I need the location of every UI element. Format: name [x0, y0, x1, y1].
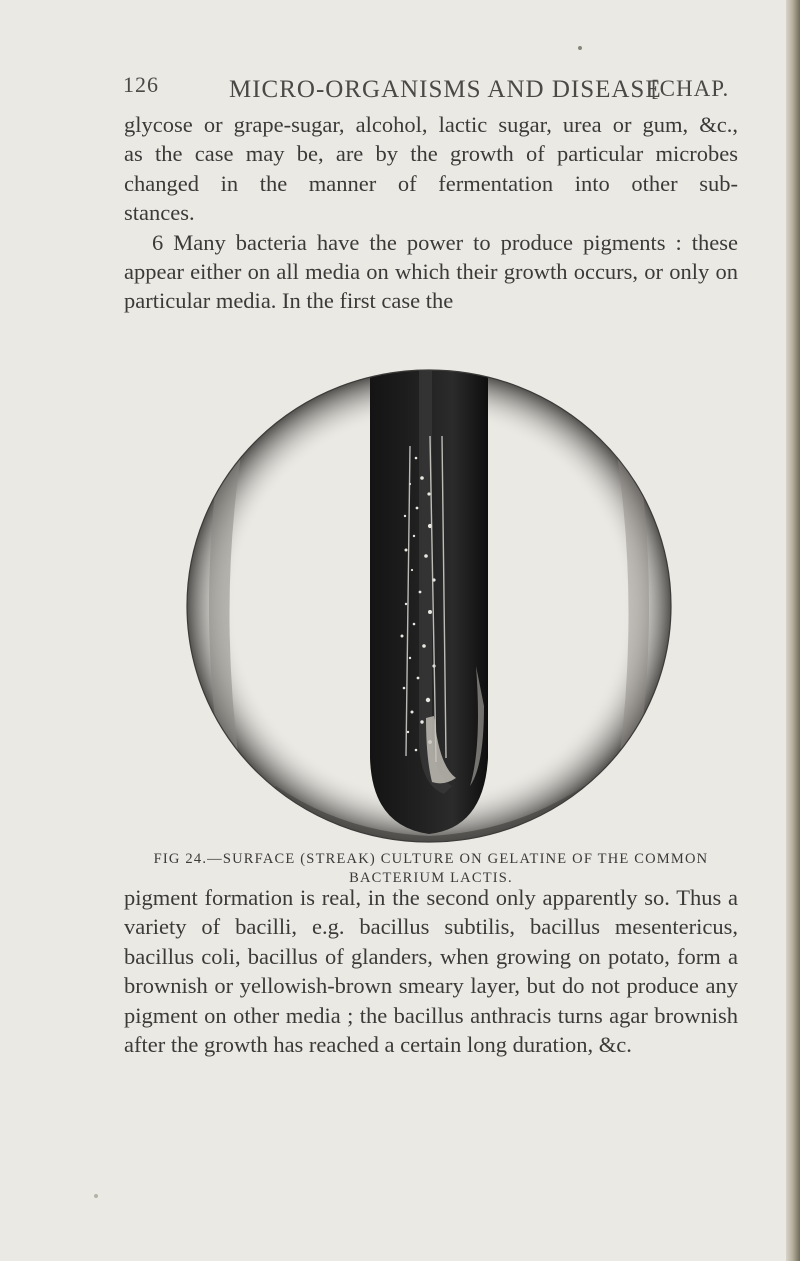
page-edge [786, 0, 800, 1261]
page-speck [578, 46, 582, 50]
body-text-bottom [124, 883, 738, 1059]
running-header [123, 72, 763, 106]
figure-streak-culture [184, 366, 674, 848]
chapter-mark: [CHAP. [651, 76, 730, 101]
figure-caption: FIG 24.—SURFACE (STREAK) CULTURE ON GELATINE OF THE COMMON BACTERIUM LACTIS. [153, 851, 709, 886]
text-line: as the case may be, are by the growth of particular microbes [124, 141, 738, 167]
paragraph-bottom: pigment formation is real, in the second only apparently so. Thus a variety of bacilli, e.g. bacillus subtilis, bacillus mesentericus, bacillus coli, bacillus of glanders, when growing on potato, form a brownish or yellowish-brown smeary layer, but do not produce any pigment on other media ; the bacillus anthracis turns agar brownish after the growth has reached a certain long duration, &c. [124, 885, 738, 1058]
microscope-field [184, 366, 674, 848]
page-speck [94, 1194, 98, 1198]
paragraph-six: 6 Many bacteria have the power to produce pigments : these appear either on all media on which their growth occurs, or only on particular media. In the first case the [124, 229, 738, 314]
text-line: changed in the manner of fermentation into other sub- [124, 170, 738, 196]
page-number: 126 [123, 72, 159, 97]
text-line: glycose or grape-sugar, alcohol, lactic sugar, urea or gum, &c., [124, 112, 738, 137]
body-text-top [124, 110, 738, 316]
text-line: stances. [124, 200, 195, 226]
running-title: MICRO-ORGANISMS AND DISEASE [229, 76, 662, 103]
